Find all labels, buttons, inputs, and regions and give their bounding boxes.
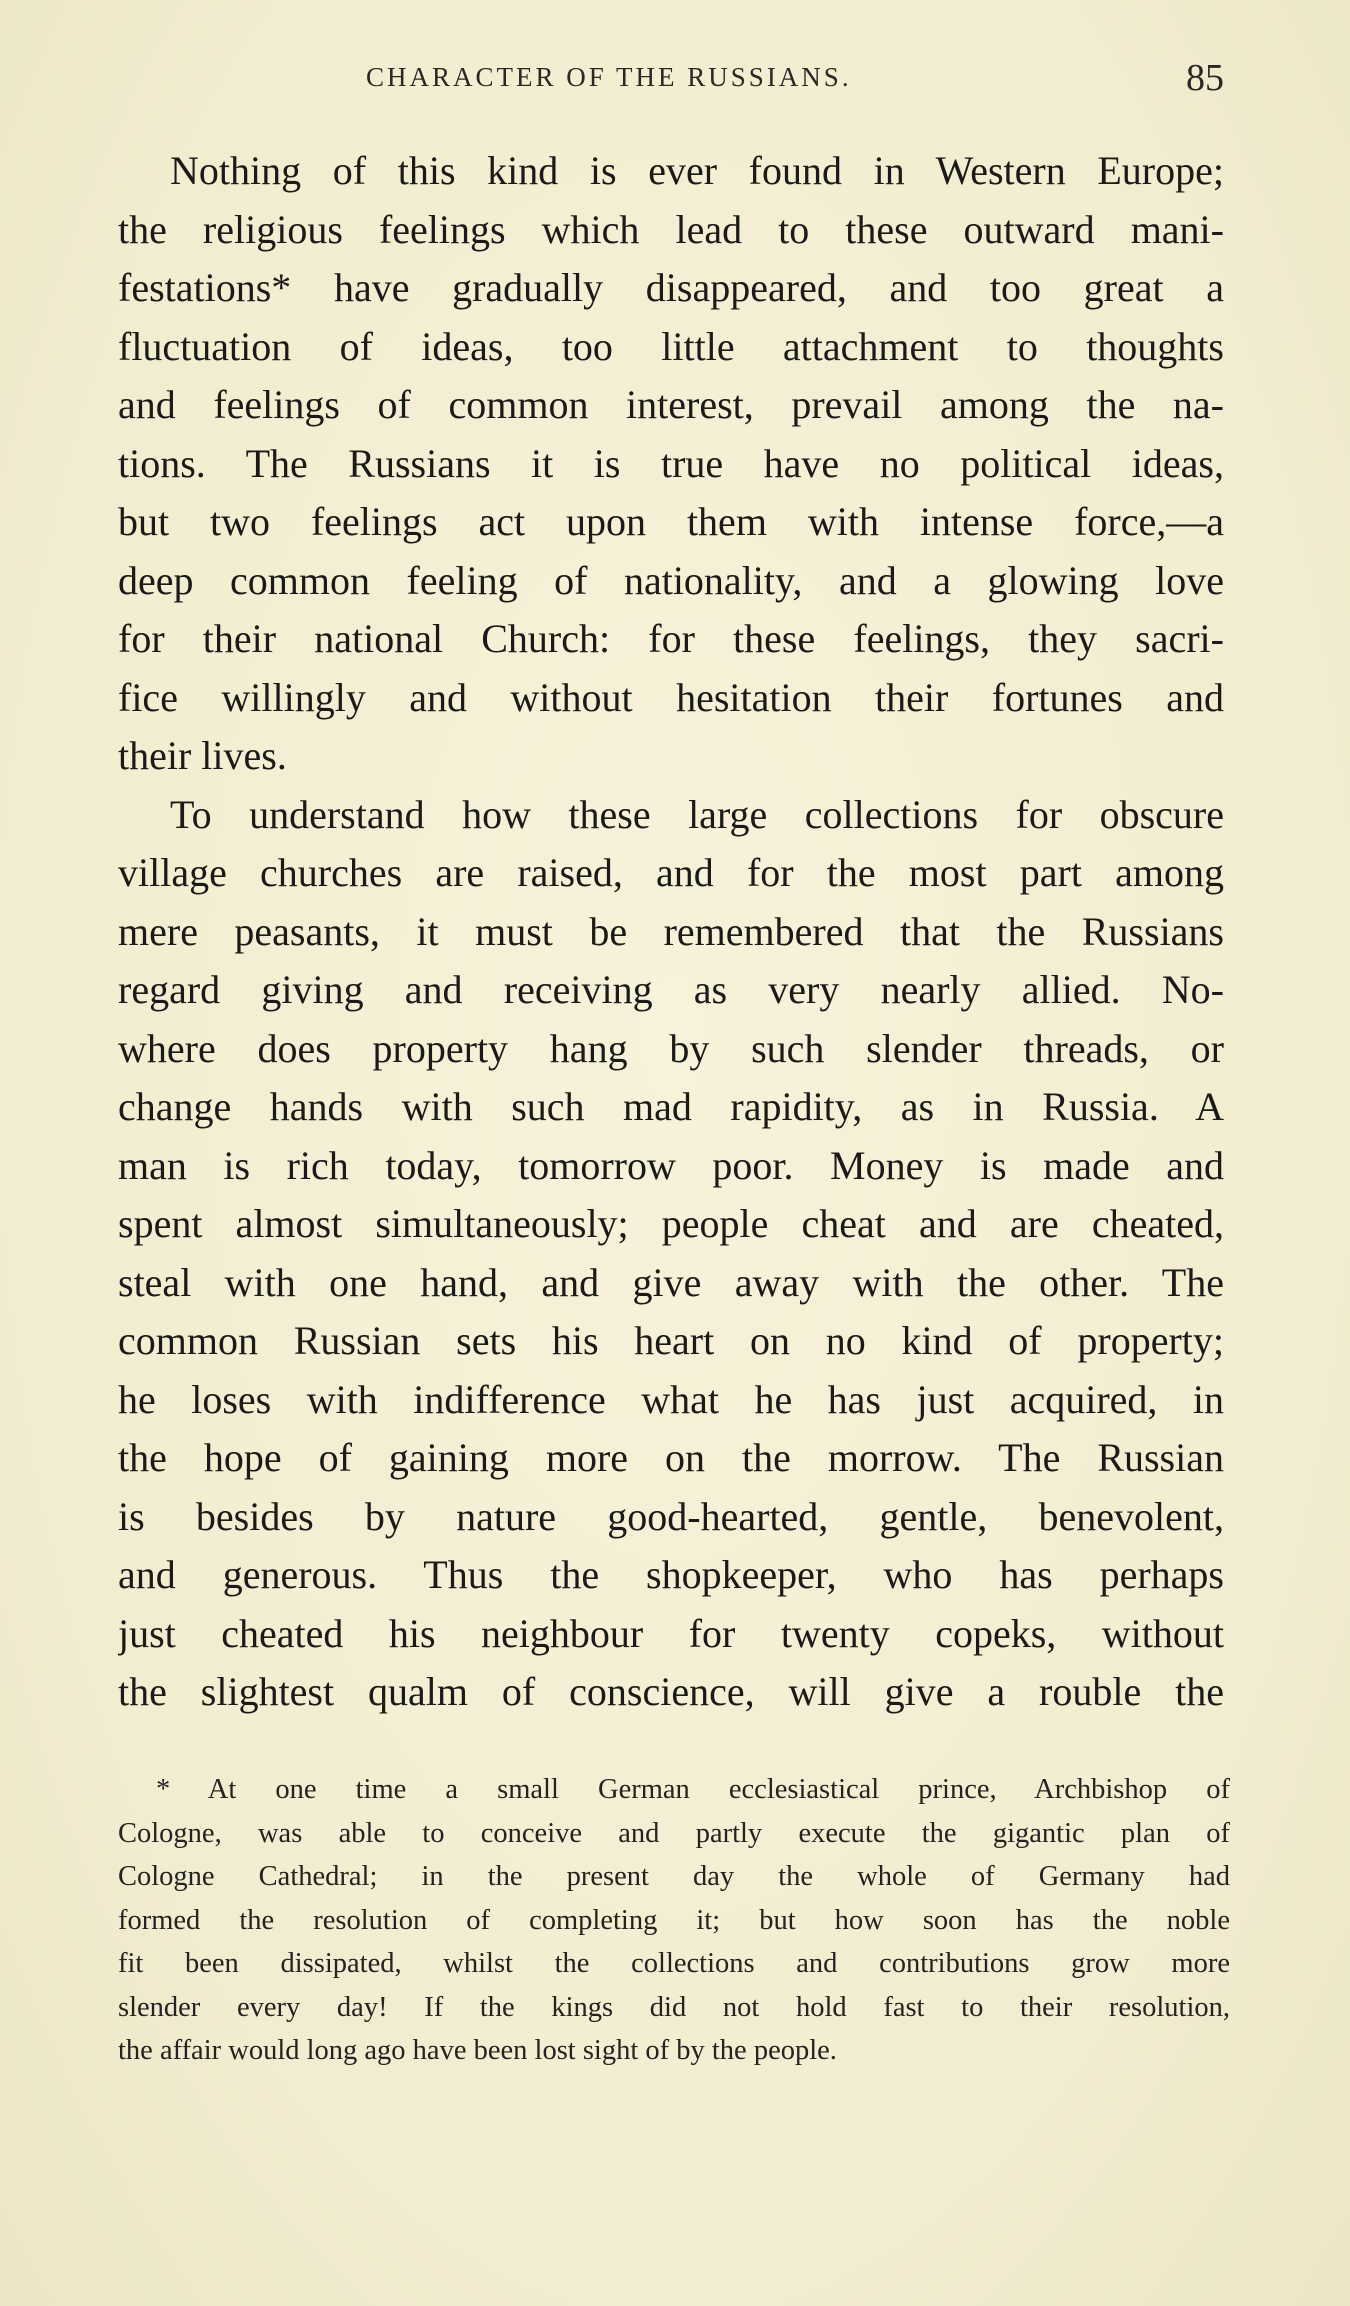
footnote-line: fit been dissipated, whilst the collections and contributions grow more	[118, 1948, 1230, 1979]
text-line: and feelings of common interest, prevail among the na-	[118, 382, 1224, 427]
text-line: Nothing of this kind is ever found in Western Europe;	[170, 148, 1224, 193]
text-line: and generous. Thus the shopkeeper, who has perhaps	[118, 1552, 1224, 1597]
body-text	[118, 142, 1224, 1722]
text-line: tions. The Russians it is true have no political ideas,	[118, 440, 1224, 486]
footnote-line: Cologne Cathedral; in the present day the whole of Germany had	[118, 1861, 1230, 1892]
text-line: the religious feelings which lead to these outward mani-	[118, 206, 1224, 252]
text-line: the slightest qualm of conscience, will give a rouble the	[118, 1669, 1224, 1714]
text-line: but two feelings act upon them with intense force,—a	[118, 499, 1224, 544]
text-line: the hope of gaining more on the morrow. The Russian	[118, 1435, 1224, 1480]
text-line: common Russian sets his heart on no kind of property;	[118, 1318, 1224, 1363]
text-line: man is rich today, tomorrow poor. Money is made and	[118, 1142, 1224, 1188]
text-line: just cheated his neighbour for twenty copeks, without	[118, 1610, 1224, 1656]
footnote-line: the affair would long ago have been lost sight of by the people.	[118, 2035, 837, 2066]
page-header	[118, 56, 1224, 108]
footnote	[118, 1768, 1230, 2073]
text-line: their lives.	[118, 733, 287, 778]
footnote-line: formed the resolution of completing it; but how soon has the noble	[118, 1904, 1230, 1936]
running-head: CHARACTER OF THE RUSSIANS.	[366, 62, 852, 92]
text-line: mere peasants, it must be remembered that the Russians	[118, 908, 1224, 954]
text-line: fluctuation of ideas, too little attachment to thoughts	[118, 323, 1224, 369]
text-line: where does property hang by such slender threads, or	[118, 1025, 1224, 1071]
text-line: change hands with such mad rapidity, as in Russia. A	[118, 1084, 1224, 1129]
text-line: steal with one hand, and give away with the other. The	[118, 1259, 1224, 1305]
footnote-line: Cologne, was able to conceive and partly execute the gigantic plan of	[118, 1817, 1230, 1849]
footnote-line: slender every day! If the kings did not hold fast to their resolution,	[118, 1991, 1230, 2023]
text-line: is besides by nature good-hearted, gentle, benevolent,	[118, 1493, 1224, 1539]
text-line: To understand how these large collections for obscure	[170, 791, 1224, 837]
text-line: festations* have gradually disappeared, and too great a	[118, 265, 1224, 310]
text-line: spent almost simultaneously; people cheat and are cheated,	[118, 1201, 1224, 1246]
text-line: deep common feeling of nationality, and a glowing love	[118, 557, 1224, 603]
footnote-line: * At one time a small German ecclesiastical prince, Archbishop of	[156, 1774, 1230, 1805]
text-line: he loses with indifference what he has just acquired, in	[118, 1376, 1224, 1422]
text-line: for their national Church: for these feelings, they sacri-	[118, 616, 1224, 661]
page-number: 85	[1186, 57, 1224, 99]
text-line: regard giving and receiving as very nearly allied. No-	[118, 967, 1224, 1012]
text-line: fice willingly and without hesitation their fortunes and	[118, 674, 1224, 720]
text-line: village churches are raised, and for the most part among	[118, 850, 1224, 895]
